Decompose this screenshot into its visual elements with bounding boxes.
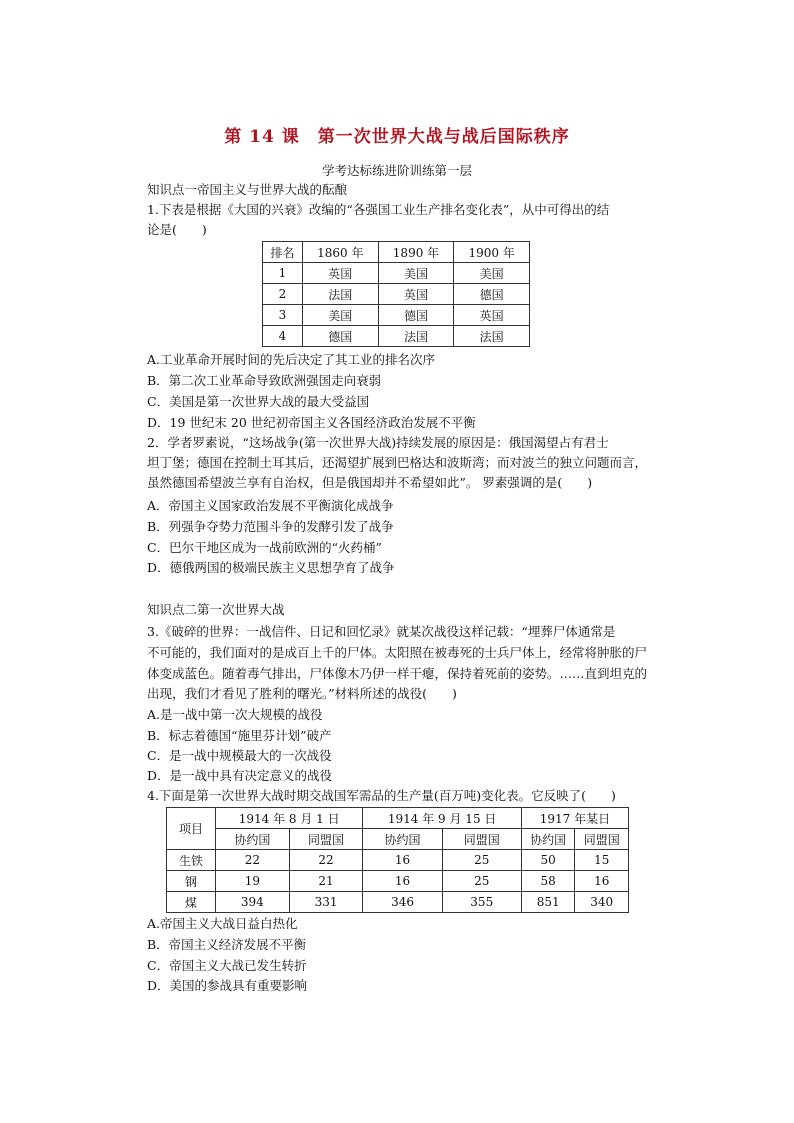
table-cell: 851 [521,892,575,913]
table-cell: 英国 [454,305,530,326]
table-cell: 英国 [302,263,378,284]
knowledge-point-1: 知识点一帝国主义与世界大战的酝酿 [147,182,348,197]
q2-stem-2: 坦丁堡；德国在控制土耳其后，还渴望扩展到巴格达和波斯湾；而对波兰的独立问题而言， [147,455,648,470]
q4-option-a: A.帝国主义大战日益白热化 [147,916,298,931]
table-cell: 16 [363,871,442,892]
table-header: 项目 [167,808,216,850]
q2-option-c: C．巴尔干地区成为一战前欧洲的“火药桶” [147,540,382,555]
table-cell: 2 [263,284,303,305]
table-row [167,850,629,871]
table-cell: 法国 [454,326,530,347]
table-header: 1860 年 [302,242,378,263]
table-header: 排名 [263,242,303,263]
table-row [167,892,629,913]
knowledge-point-2: 知识点二第一次世界大战 [147,602,285,617]
table-cell: 15 [575,850,629,871]
q1-option-a: A.工业革命开展时间的先后决定了其工业的排名次序 [147,352,436,367]
q2-stem-1: 2．学者罗素说，“这场战争(第一次世界大战)持续发展的原因是：俄国渴望占有君士 [147,435,609,450]
table-cell: 394 [216,892,290,913]
page-subtitle: 学考达标练进阶训练第一层 [321,163,472,178]
table-cell: 煤 [167,892,216,913]
table-cell: 331 [289,892,363,913]
table-cell: 25 [442,871,521,892]
table-cell: 21 [289,871,363,892]
table-row [263,326,530,347]
table-cell: 美国 [302,305,378,326]
table-cell: 德国 [378,305,454,326]
q2-stem-3: 虽然德国希望波兰享有自治权，但是俄国却并不希望如此”。 罗素强调的是( ) [147,475,593,490]
table-cell: 美国 [378,263,454,284]
q4-table [166,807,629,913]
q1-option-c: C．美国是第一次世界大战的最大受益国 [147,394,370,409]
table-cell: 英国 [378,284,454,305]
table-cell: 1 [263,263,303,284]
q4-option-d: D．美国的参战具有重要影响 [147,978,308,993]
table-cell: 16 [363,850,442,871]
q1-stem-cont: 论是( ) [147,222,207,237]
q1-option-d: D．19 世纪末 20 世纪初帝国主义各国经济政治发展不平衡 [147,415,476,430]
q3-option-b: B．标志着德国“施里芬计划”破产 [147,728,332,743]
table-cell: 340 [575,892,629,913]
table-row [263,305,530,326]
table-cell: 生铁 [167,850,216,871]
table-cell: 法国 [302,284,378,305]
q1-stem: 1.下表是根据《大国的兴衰》改编的“各强国工业生产排名变化表”，从中可得出的结 [147,202,610,217]
q3-stem-4: 出现，我们才看见了胜利的曙光。”材料所述的战役( ) [147,686,457,701]
table-header: 同盟国 [442,829,521,850]
table-row [263,263,530,284]
table-cell: 22 [289,850,363,871]
table-header: 1890 年 [378,242,454,263]
q4-stem: 4.下面是第一次世界大战时期交战国军需品的生产量(百万吨)变化表。它反映了( ) [147,788,616,803]
q4-option-c: C．帝国主义大战已发生转折 [147,958,307,973]
table-cell: 德国 [302,326,378,347]
table-cell: 法国 [378,326,454,347]
table-cell: 355 [442,892,521,913]
q3-stem-3: 体变成蓝色。随着毒气排出，尸体像木乃伊一样干瘪，保持着死前的姿势。……直到坦克的 [147,666,648,681]
page-title: 第 14 课 第一次世界大战与战后国际秩序 [224,127,570,147]
table-header: 1914 年 9 月 15 日 [363,808,521,829]
table-cell: 58 [521,871,575,892]
table-header: 协约国 [521,829,575,850]
q2-option-b: B．列强争夺势力范围斗争的发酵引发了战争 [147,519,394,534]
q1-table [262,241,530,347]
table-header-row [167,829,629,850]
table-cell: 25 [442,850,521,871]
table-header: 协约国 [216,829,290,850]
q1-option-b: B．第二次工业革命导致欧洲强国走向衰弱 [147,373,382,388]
table-row [167,871,629,892]
table-cell: 美国 [454,263,530,284]
table-cell: 22 [216,850,290,871]
table-cell: 德国 [454,284,530,305]
q3-stem-2: 不可能的，我们面对的是成百上千的尸体。太阳照在被毒死的士兵尸体上，经常将肿胀的尸 [147,645,648,660]
table-cell: 钢 [167,871,216,892]
table-header: 同盟国 [575,829,629,850]
table-header: 协约国 [363,829,442,850]
table-cell: 3 [263,305,303,326]
table-header: 1914 年 8 月 1 日 [216,808,363,829]
q3-option-d: D．是一战中具有决定意义的战役 [147,768,333,783]
table-cell: 16 [575,871,629,892]
table-header: 同盟国 [289,829,363,850]
table-header: 1900 年 [454,242,530,263]
table-row [263,284,530,305]
q4-option-b: B．帝国主义经济发展不平衡 [147,937,307,952]
table-cell: 346 [363,892,442,913]
table-cell: 50 [521,850,575,871]
q3-stem-1: 3.《破碎的世界：一战信件、日记和回忆录》就某次战役这样记载：“埋葬尸体通常是 [147,624,616,639]
q3-option-c: C．是一战中规模最大的一次战役 [147,748,332,763]
table-header: 1917 年某日 [521,808,628,829]
q2-option-d: D．德俄两国的极端民族主义思想孕育了战争 [147,560,395,575]
table-header-row [263,242,530,263]
q2-option-a: A．帝国主义国家政治发展不平衡演化成战争 [147,498,394,513]
table-cell: 4 [263,326,303,347]
table-cell: 19 [216,871,290,892]
table-header-row [167,808,629,829]
q3-option-a: A.是一战中第一次大规模的战役 [147,707,323,722]
